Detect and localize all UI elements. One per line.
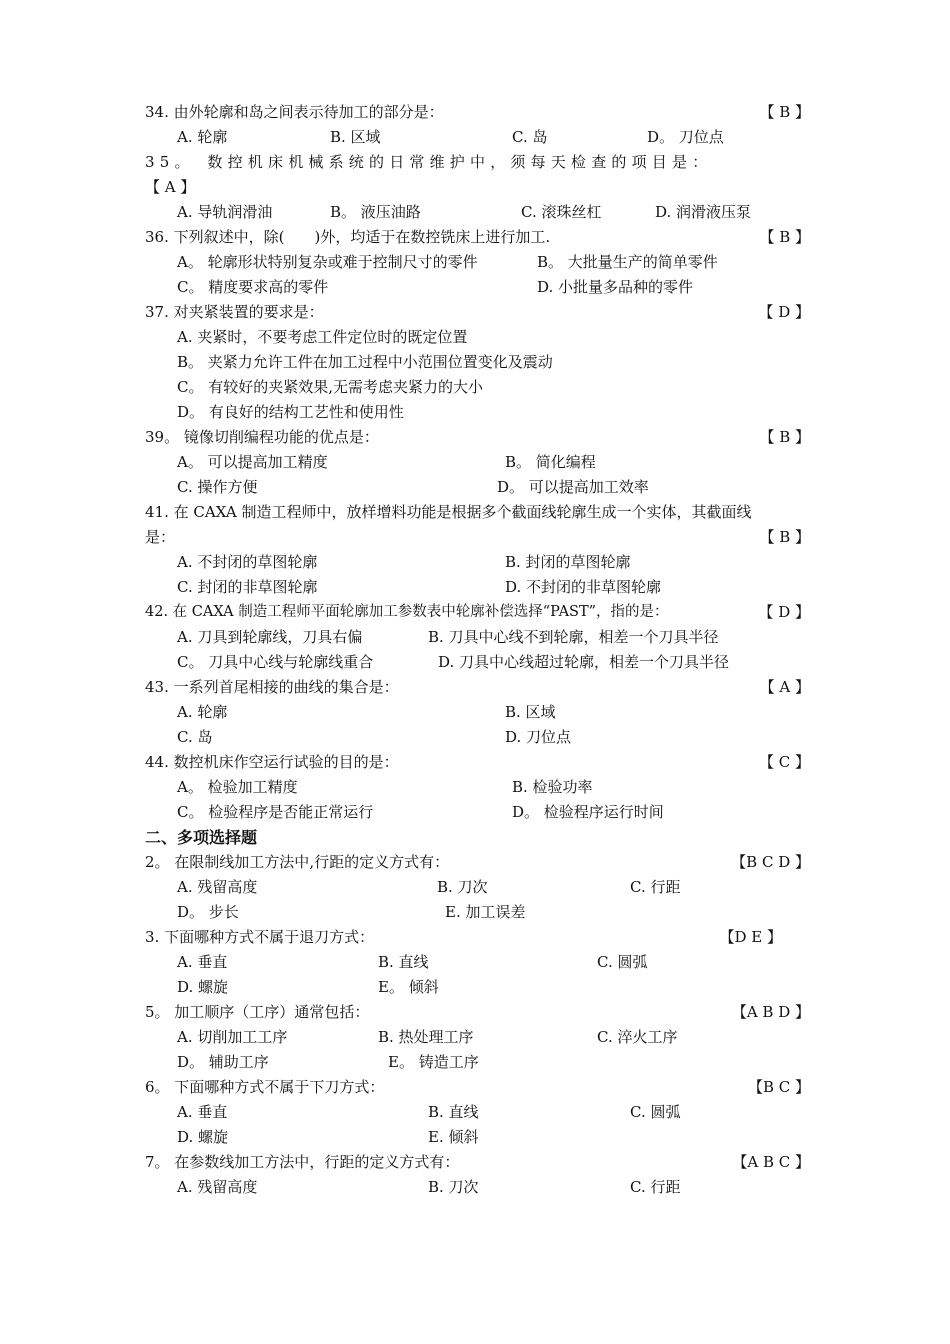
option: C。 有较好的夹紧效果,无需考虑夹紧力的大小 xyxy=(177,378,484,396)
options-row xyxy=(145,325,810,350)
options-row xyxy=(145,125,810,150)
options-row xyxy=(145,1025,810,1050)
option: D. 润滑液压泵 xyxy=(655,203,752,221)
option: A。 可以提高加工精度 xyxy=(177,453,328,471)
option: A. 刀具到轮廓线，刀具右偏 xyxy=(177,628,363,646)
options-row xyxy=(145,700,810,725)
option: A. 残留高度 xyxy=(177,1178,258,1196)
options-row xyxy=(145,200,810,225)
question-text: 35。 数控机床机械系统的日常维护中，须每天检查的项目是： xyxy=(145,153,713,171)
option: E。 铸造工序 xyxy=(388,1053,479,1071)
question-text: 41. 在 CAXA 制造工程师中，放样增料功能是根据多个截面线轮廓生成一个实体，其截面线 xyxy=(145,503,752,521)
option: A. 不封闭的草图轮廓 xyxy=(177,553,318,571)
options-row xyxy=(145,450,810,475)
options-row xyxy=(145,1050,810,1075)
option: D. 刀具中心线超过轮廓，相差一个刀具半径 xyxy=(438,653,730,671)
option: C. 封闭的非草图轮廓 xyxy=(177,578,318,596)
question-text: 43. 一系列首尾相接的曲线的集合是： xyxy=(145,678,399,696)
option: D. 螺旋 xyxy=(177,1128,229,1146)
option: D。 可以提高加工效率 xyxy=(497,478,649,496)
option: A. 垂直 xyxy=(177,953,228,971)
answer-key: 【 A 】 xyxy=(759,678,810,696)
question-text: 36. 下列叙述中，除( )外，均适于在数控铣床上进行加工. xyxy=(145,228,551,246)
option: D。 步长 xyxy=(177,903,239,921)
question-text: 7。 在参数线加工方法中，行距的定义方式有： xyxy=(145,1153,460,1171)
question-m6 xyxy=(145,1075,810,1100)
option: D. 螺旋 xyxy=(177,978,229,996)
options-row xyxy=(145,875,810,900)
options-row xyxy=(145,1125,810,1150)
options-row xyxy=(145,725,810,750)
option: B. 刀具中心线不到轮廓，相差一个刀具半径 xyxy=(428,628,719,646)
options-row xyxy=(145,800,810,825)
option: B。 大批量生产的简单零件 xyxy=(537,253,718,271)
answer-key: 【D E 】 xyxy=(719,928,782,946)
option: B. 热处理工序 xyxy=(378,1028,474,1046)
options-row xyxy=(145,550,810,575)
question-text: 3. 下面哪种方式不属于退刀方式： xyxy=(145,928,375,946)
option: A. 夹紧时，不要考虑工件定位时的既定位置 xyxy=(177,328,468,346)
option: A。 检验加工精度 xyxy=(177,778,298,796)
question-text: 44. 数控机床作空运行试验的目的是： xyxy=(145,753,399,771)
answer-key: 【B C 】 xyxy=(747,1078,810,1096)
question-text: 34. 由外轮廓和岛之间表示待加工的部分是： xyxy=(145,103,444,121)
answer-key: 【 D 】 xyxy=(758,303,810,321)
question-text: 39。 镜像切削编程功能的优点是： xyxy=(145,428,379,446)
option: C。 检验程序是否能正常运行 xyxy=(177,803,374,821)
option: A. 轮廓 xyxy=(177,128,228,146)
answer-row xyxy=(145,175,810,200)
question-m7 xyxy=(145,1150,810,1175)
answer-key: 【 A 】 xyxy=(145,178,196,196)
option: A. 导轨润滑油 xyxy=(177,203,273,221)
question-39 xyxy=(145,425,810,450)
answer-key: 【 C 】 xyxy=(758,753,810,771)
question-37 xyxy=(145,300,810,325)
answer-key: 【 D 】 xyxy=(758,603,810,621)
question-m5 xyxy=(145,1000,810,1025)
options-row xyxy=(145,625,810,650)
option: D。 有良好的结构工艺性和使用性 xyxy=(177,403,404,421)
options-row xyxy=(145,475,810,500)
option: B. 直线 xyxy=(428,1103,479,1121)
question-42 xyxy=(145,600,810,625)
question-36 xyxy=(145,225,810,250)
option: D。 辅助工序 xyxy=(177,1053,269,1071)
option: C. 行距 xyxy=(630,878,681,896)
option: A。 轮廓形状特别复杂或难于控制尺寸的零件 xyxy=(177,253,478,271)
option: C. 淬火工序 xyxy=(597,1028,678,1046)
option: B. 刀次 xyxy=(437,878,488,896)
answer-key: 【 B 】 xyxy=(759,103,810,121)
option: B. 直线 xyxy=(378,953,429,971)
options-row xyxy=(145,900,810,925)
question-m2 xyxy=(145,850,810,875)
question-text: 是： xyxy=(145,528,176,546)
option: A. 垂直 xyxy=(177,1103,228,1121)
option: E。 倾斜 xyxy=(378,978,439,996)
options-row xyxy=(145,575,810,600)
question-text: 37. 对夹紧装置的要求是： xyxy=(145,303,324,321)
option: B. 封闭的草图轮廓 xyxy=(505,553,631,571)
question-44 xyxy=(145,750,810,775)
question-text: 42. 在 CAXA 制造工程师平面轮廓加工参数表中轮廓补偿选择“PAST”，指的是： xyxy=(145,604,669,620)
question-m3 xyxy=(145,925,810,950)
options-row xyxy=(145,775,810,800)
option: C. 岛 xyxy=(512,128,548,146)
option: C。 刀具中心线与轮廓线重合 xyxy=(177,653,374,671)
answer-key: 【 B 】 xyxy=(759,228,810,246)
option: B. 刀次 xyxy=(428,1178,479,1196)
question-34 xyxy=(145,100,810,125)
question-41-cont xyxy=(145,525,810,550)
question-35 xyxy=(145,150,810,175)
option: D。 刀位点 xyxy=(647,128,724,146)
options-row xyxy=(145,400,810,425)
document-page xyxy=(145,100,810,1200)
answer-key: 【B C D 】 xyxy=(731,853,810,871)
answer-key: 【A B C 】 xyxy=(732,1153,810,1171)
answer-key: 【 B 】 xyxy=(759,428,810,446)
option: B. 区域 xyxy=(505,703,556,721)
option: C. 滚珠丝杠 xyxy=(521,203,602,221)
options-row xyxy=(145,1175,810,1200)
option: D。 检验程序运行时间 xyxy=(512,803,664,821)
option: B。 液压油路 xyxy=(330,203,421,221)
option: C. 圆弧 xyxy=(630,1103,681,1121)
option: B。 夹紧力允许工件在加工过程中小范围位置变化及震动 xyxy=(177,353,553,371)
option: D. 不封闭的非草图轮廓 xyxy=(505,578,662,596)
question-text: 6。 下面哪种方式不属于下刀方式： xyxy=(145,1078,385,1096)
option: C. 岛 xyxy=(177,728,213,746)
options-row xyxy=(145,950,810,975)
option: D. 刀位点 xyxy=(505,728,572,746)
section-heading: 二、多项选择题 xyxy=(145,828,258,847)
options-row xyxy=(145,350,810,375)
question-41 xyxy=(145,500,810,525)
option: E. 加工误差 xyxy=(445,903,526,921)
option: D. 小批量多品种的零件 xyxy=(537,278,694,296)
answer-key: 【A B D 】 xyxy=(731,1003,810,1021)
option: E. 倾斜 xyxy=(428,1128,479,1146)
option: C. 圆弧 xyxy=(597,953,648,971)
question-43 xyxy=(145,675,810,700)
option: C。 精度要求高的零件 xyxy=(177,278,329,296)
question-text: 5。 加工顺序（工序）通常包括： xyxy=(145,1003,370,1021)
options-row xyxy=(145,1100,810,1125)
option: A. 切削加工工序 xyxy=(177,1028,288,1046)
options-row xyxy=(145,650,810,675)
answer-key: 【 B 】 xyxy=(759,528,810,546)
option: B。 简化编程 xyxy=(505,453,596,471)
option: A. 残留高度 xyxy=(177,878,258,896)
options-row xyxy=(145,250,810,275)
question-text: 2。 在限制线加工方法中,行距的定义方式有： xyxy=(145,853,450,871)
option: C. 操作方便 xyxy=(177,478,258,496)
option: C. 行距 xyxy=(630,1178,681,1196)
option: B. 检验功率 xyxy=(512,778,593,796)
options-row xyxy=(145,975,810,1000)
option: A. 轮廓 xyxy=(177,703,228,721)
options-row xyxy=(145,275,810,300)
option: B. 区域 xyxy=(330,128,381,146)
options-row xyxy=(145,375,810,400)
